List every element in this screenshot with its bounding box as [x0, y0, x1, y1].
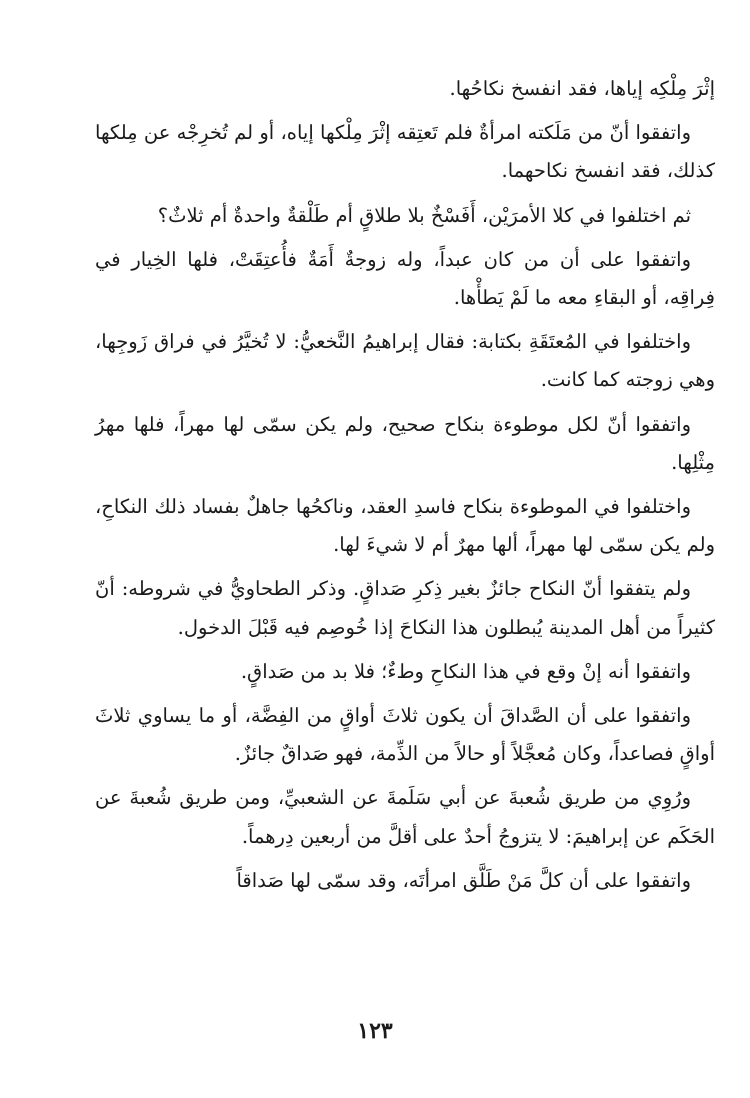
- paragraph: واتفقوا أنّ من مَلَكته امرأةٌ فلم تَعتِقه إثْرَ مِلْكها إياه، أو لم تُخرِجْه عن مِلكها كذلك، فقد انفسخ نكاحهما.: [95, 121, 715, 183]
- paragraph: واتفقوا أنه إنْ وقع في هذا النكاحِ وطءٌ؛ فلا بد من صَداقٍ.: [240, 659, 691, 683]
- paragraph: ورُوِي من طريق شُعبةَ عن أبي سَلَمةَ عن الشعبيِّ، ومن طريق شُعبةَ عن الحَكَم عن إبراهيمَ: لا يتزوجُ أحدٌ على أقلَّ من أربعين دِرهماً.: [95, 786, 715, 848]
- paragraph: واتفقوا على أن الصَّداقَ أن يكون ثلاثَ أواقٍ من الفِضَّة، أو ما يساوي ثلاثَ أواقٍ فصاعداً، وكان مُعجَّلاً أو حالاً من الذِّمة، فهو صَداقٌ جائزٌ.: [95, 704, 715, 766]
- page-number: ١٢٣: [357, 1018, 393, 1044]
- paragraph: ولم يتفقوا أنّ النكاح جائزٌ بغير ذِكرِ صَداقٍ. وذكر الطحاويُّ في شروطه: أنّ كثيراً من أهل المدينة يُبطلون هذا النكاحَ إذا خُوصِم فيه قَبْلَ الدخول.: [95, 577, 715, 639]
- paragraph: واختلفوا في المُعتَقَةِ بكتابة: فقال إبراهيمُ النَّخعيُّ: لا تُخيَّرُ في فراق زَوجِها، وهي زوجته كما كانت.: [95, 330, 715, 392]
- paragraph: واتفقوا على أن من كان عبداً، وله زوجةٌ أَمَةٌ فأُعتِقَتْ، فلها الخِيار في فِراقِه، أو البقاءِ معه ما لَمْ يَطأْها.: [95, 247, 715, 310]
- paragraph: إثْرَ مِلْكِه إياها، فقد انفسخ نكاحُها.: [449, 77, 715, 100]
- paragraph: ثم اختلفوا في كلا الأمرَيْن، أَفَسْخٌ بلا طلاقٍ أم طَلْقةٌ واحدةٌ أم ثلاثٌ؟: [157, 203, 691, 227]
- paragraph: واتفقوا أنّ لكل موطوءة بنكاح صحيح، ولم يكن سمّى لها مهراً، فلها مهرُ مِثْلِها.: [95, 412, 715, 474]
- page-body-text: [95, 70, 715, 906]
- paragraph: واتفقوا على أن كلَّ مَنْ طَلَّق امرأتَه، وقد سمّى لها صَداقاً: [236, 868, 691, 892]
- paragraph: واختلفوا في الموطوءة بنكاح فاسدِ العقد، وناكحُها جاهلٌ بفساد ذلك النكاحِ، ولم يكن سمّى لها مهراً، ألها مهرٌ أم لا شيءَ لها.: [95, 495, 715, 557]
